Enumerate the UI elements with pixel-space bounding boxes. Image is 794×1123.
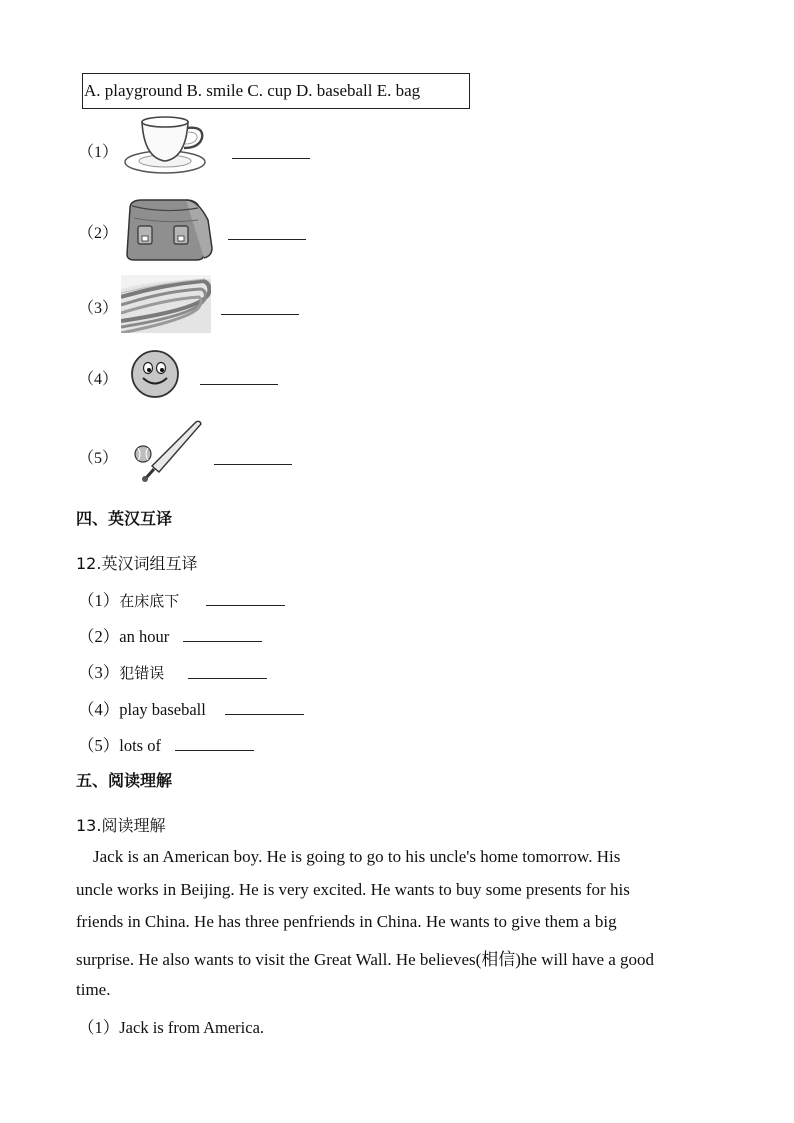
passage-line: time.: [76, 980, 111, 999]
translation-item: [78, 659, 164, 683]
translation-item: [78, 732, 161, 756]
item-text: 在床底下: [119, 592, 180, 610]
item-number: （4）: [78, 700, 120, 719]
baseball-icon: [130, 418, 204, 488]
item-number: （1）: [78, 144, 119, 161]
bag-icon: [124, 196, 214, 262]
item-number: （1）: [78, 1018, 120, 1037]
options-text: A. playground B. smile C. cup D. baseball E. bag: [84, 81, 421, 100]
passage-line: friends in China. He has three penfriends in China. He wants to give them a big: [76, 912, 617, 931]
answer-blank[interactable]: [228, 238, 306, 240]
passage-line: Jack is an American boy. He is going to go to his uncle's home tomorrow. His: [93, 847, 621, 866]
options-box: [82, 73, 470, 109]
item-number: （4）: [78, 371, 119, 388]
answer-blank[interactable]: [183, 640, 262, 642]
item-text: play baseball: [119, 700, 206, 719]
item-number: （2）: [78, 627, 120, 646]
playground-icon: [121, 275, 211, 333]
item-text: 犯错误: [119, 664, 165, 682]
answer-blank[interactable]: [200, 383, 278, 385]
item-number: （3）: [78, 300, 119, 317]
answer-blank[interactable]: [221, 313, 299, 315]
answer-blank[interactable]: [175, 749, 254, 751]
translation-item: [78, 587, 179, 611]
item-text: lots of: [119, 736, 161, 755]
question-title: 12.英汉词组互译: [76, 554, 198, 573]
question-title: 13.阅读理解: [76, 816, 166, 835]
translation-item: [78, 623, 169, 647]
cup-icon: [124, 114, 210, 180]
statement-item: [78, 1014, 264, 1038]
section-heading: 四、英汉互译: [76, 509, 173, 528]
passage-line: uncle works in Beijing. He is very excited. He wants to buy some presents for his: [76, 880, 630, 899]
item-number: （2）: [78, 225, 119, 242]
smile-icon: [130, 349, 180, 399]
answer-blank[interactable]: [225, 713, 304, 715]
passage-line: surprise. He also wants to visit the Great Wall. He believes(相信)he will have a good: [76, 950, 655, 969]
answer-blank[interactable]: [232, 157, 310, 159]
item-number: （1）: [78, 591, 120, 610]
item-number: （3）: [78, 663, 120, 682]
section-heading: 五、阅读理解: [76, 771, 173, 790]
translation-item: [78, 696, 206, 720]
statement-text: Jack is from America.: [119, 1018, 265, 1037]
answer-blank[interactable]: [214, 463, 292, 465]
answer-blank[interactable]: [188, 677, 267, 679]
answer-blank[interactable]: [206, 604, 285, 606]
item-number: （5）: [78, 736, 120, 755]
item-number: （5）: [78, 450, 119, 467]
item-text: an hour: [119, 627, 170, 646]
